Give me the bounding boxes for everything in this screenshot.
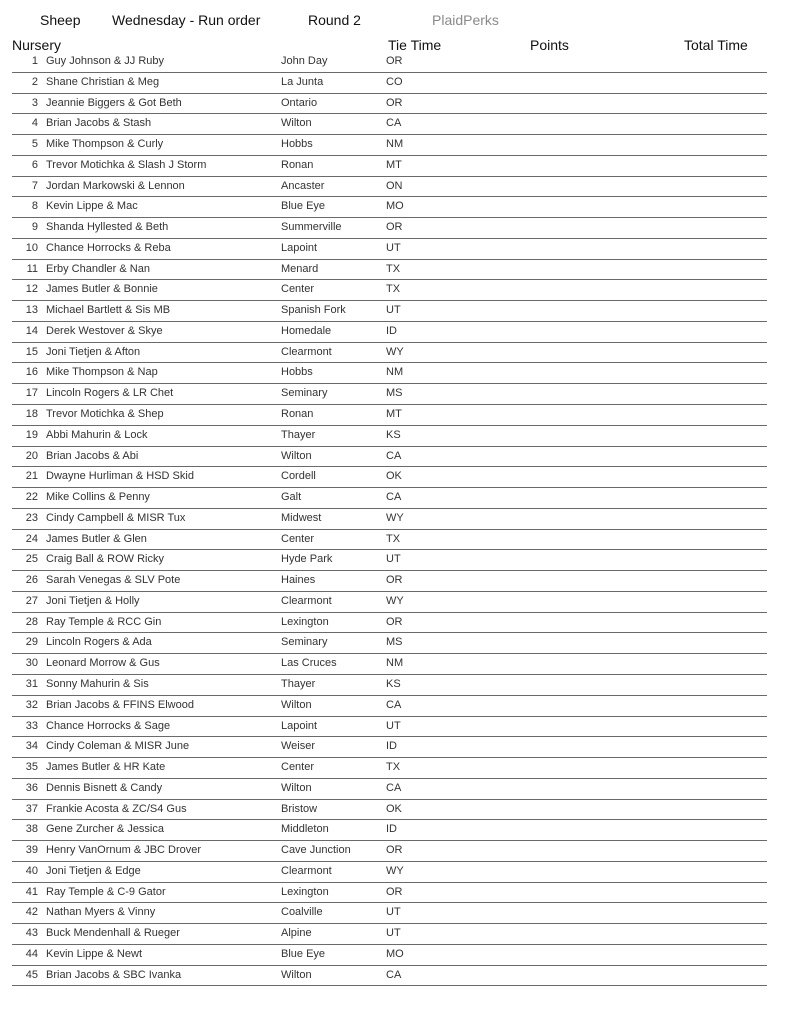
table-row <box>12 924 767 945</box>
state: OK <box>386 470 402 483</box>
handler-dog-name: Frankie Acosta & ZC/S4 Gus <box>46 802 187 815</box>
run-order-table <box>12 52 767 986</box>
city: Hobbs <box>281 366 313 379</box>
state: TX <box>386 532 401 545</box>
city: Center <box>281 532 315 545</box>
state: MO <box>386 947 404 960</box>
table-row <box>12 322 767 343</box>
city: John Day <box>281 55 328 67</box>
city: Thayer <box>281 677 316 690</box>
state: OK <box>386 802 402 815</box>
handler-dog-name: Trevor Motichka & Shep <box>46 408 164 421</box>
table-row <box>12 280 767 301</box>
city: Coalville <box>281 906 323 919</box>
table-row <box>12 571 767 592</box>
row-number: 8 <box>31 200 38 213</box>
table-row <box>12 73 767 94</box>
city: Ancaster <box>281 179 325 192</box>
row-number: 14 <box>25 324 38 337</box>
city: Wilton <box>281 117 312 130</box>
table-row <box>12 717 767 738</box>
table-row <box>12 862 767 883</box>
table-row <box>12 156 767 177</box>
city: Cave Junction <box>281 844 351 857</box>
table-row <box>12 135 767 156</box>
handler-dog-name: Leonard Morrow & Gus <box>46 657 160 670</box>
table-row <box>12 218 767 239</box>
state: WY <box>386 345 404 358</box>
row-number: 11 <box>26 262 38 275</box>
total-time-header: Total Time <box>684 37 748 53</box>
state: OR <box>386 844 403 857</box>
table-row <box>12 343 767 364</box>
handler-dog-name: Kevin Lippe & Newt <box>46 947 142 960</box>
city: Alpine <box>281 927 312 940</box>
state: CA <box>386 449 402 462</box>
row-number: 22 <box>25 491 38 504</box>
handler-dog-name: Dwayne Hurliman & HSD Skid <box>46 470 194 483</box>
row-number: 32 <box>25 698 38 711</box>
row-number: 20 <box>25 449 38 462</box>
city: Wilton <box>281 968 312 981</box>
table-row <box>12 758 767 779</box>
brand-label: PlaidPerks <box>432 12 499 28</box>
handler-dog-name: James Butler & Glen <box>46 532 147 545</box>
city: Lexington <box>281 885 329 898</box>
handler-dog-name: Henry VanOrnum & JBC Drover <box>46 844 202 857</box>
city: Center <box>281 283 315 296</box>
state: KS <box>386 428 401 441</box>
handler-dog-name: Shane Christian & Meg <box>46 75 160 88</box>
row-number: 28 <box>25 615 38 628</box>
city: Homedale <box>281 324 332 337</box>
row-number: 12 <box>25 283 38 296</box>
handler-dog-name: Gene Zurcher & Jessica <box>46 823 164 836</box>
state: TX <box>386 761 401 774</box>
row-number: 9 <box>31 221 38 234</box>
table-row <box>12 467 767 488</box>
handler-dog-name: James Butler & Bonnie <box>46 283 158 296</box>
city: Haines <box>281 574 316 587</box>
city: La Junta <box>281 75 324 88</box>
city: Spanish Fork <box>281 304 346 317</box>
city: Ontario <box>281 96 318 109</box>
row-number: 44 <box>25 947 38 960</box>
table-row <box>12 530 767 551</box>
state: CA <box>386 698 402 711</box>
row-number: 41 <box>25 885 38 898</box>
city: Wilton <box>281 449 312 462</box>
state: KS <box>386 677 401 690</box>
state: OR <box>386 96 403 109</box>
state: CO <box>386 75 403 88</box>
handler-dog-name: Sarah Venegas & SLV Pote <box>46 574 181 587</box>
city: Middleton <box>281 823 329 836</box>
row-number: 15 <box>25 345 38 358</box>
row-number: 29 <box>25 636 38 649</box>
state: MT <box>386 408 402 421</box>
row-number: 26 <box>25 574 38 587</box>
state: OR <box>386 55 403 67</box>
city: Clearmont <box>281 864 332 877</box>
state: OR <box>386 615 403 628</box>
row-number: 16 <box>25 366 38 379</box>
city: Wilton <box>281 698 312 711</box>
row-number: 30 <box>25 657 38 670</box>
handler-dog-name: Cindy Coleman & MISR June <box>46 740 190 753</box>
row-number: 7 <box>31 179 38 192</box>
table-row <box>12 592 767 613</box>
table-row <box>12 820 767 841</box>
state: MO <box>386 200 404 213</box>
handler-dog-name: Jeannie Biggers & Got Beth <box>46 96 182 109</box>
row-number: 24 <box>25 532 38 545</box>
class-header: Nursery <box>12 37 62 53</box>
row-number: 43 <box>25 927 38 940</box>
state: TX <box>386 262 401 275</box>
row-number: 34 <box>25 740 38 753</box>
state: CA <box>386 968 402 981</box>
table-row <box>12 384 767 405</box>
state: MS <box>386 636 403 649</box>
table-row <box>12 550 767 571</box>
row-number: 23 <box>25 511 38 524</box>
table-row <box>12 363 767 384</box>
row-number: 45 <box>25 968 38 981</box>
city: Hyde Park <box>281 553 333 566</box>
city: Thayer <box>281 428 316 441</box>
handler-dog-name: Guy Johnson & JJ Ruby <box>46 55 165 67</box>
city: Menard <box>281 262 319 275</box>
city: Blue Eye <box>281 200 326 213</box>
day-title: Wednesday - Run order <box>112 12 261 28</box>
state: ON <box>386 179 403 192</box>
city: Seminary <box>281 636 328 649</box>
handler-dog-name: Brian Jacobs & Abi <box>46 449 139 462</box>
state: OR <box>386 574 403 587</box>
handler-dog-name: Nathan Myers & Vinny <box>46 906 156 919</box>
handler-dog-name: Brian Jacobs & Stash <box>46 117 152 130</box>
handler-dog-name: Brian Jacobs & FFINS Elwood <box>46 698 194 711</box>
row-number: 21 <box>25 470 38 483</box>
points-header: Points <box>530 37 569 53</box>
table-row <box>12 301 767 322</box>
handler-dog-name: Shanda Hyllested & Beth <box>46 221 169 234</box>
city: Clearmont <box>281 594 332 607</box>
handler-dog-name: Abbi Mahurin & Lock <box>46 428 148 441</box>
handler-dog-name: Kevin Lippe & Mac <box>46 200 138 213</box>
handler-dog-name: Craig Ball & ROW Ricky <box>46 553 164 566</box>
row-number: 3 <box>31 96 38 109</box>
state: NM <box>386 366 404 379</box>
state: ID <box>386 740 397 753</box>
table-row <box>12 94 767 115</box>
state: CA <box>386 781 402 794</box>
state: UT <box>386 241 401 254</box>
row-number: 31 <box>25 677 38 690</box>
city: Galt <box>281 491 302 504</box>
state: UT <box>386 906 401 919</box>
city: Center <box>281 761 315 774</box>
state: MS <box>386 387 403 400</box>
handler-dog-name: Michael Bartlett & Sis MB <box>46 304 171 317</box>
state: WY <box>386 864 404 877</box>
round-label: Round 2 <box>308 12 361 28</box>
row-number: 1 <box>31 55 38 67</box>
row-number: 27 <box>25 594 38 607</box>
row-number: 5 <box>31 138 38 151</box>
table-row <box>12 779 767 800</box>
handler-dog-name: Joni Tietjen & Holly <box>46 594 140 607</box>
state: WY <box>386 594 404 607</box>
table-row <box>12 800 767 821</box>
city: Lexington <box>281 615 329 628</box>
city: Lapoint <box>281 241 318 254</box>
state: UT <box>386 553 401 566</box>
table-row <box>12 114 767 135</box>
row-number: 36 <box>25 781 38 794</box>
row-number: 38 <box>25 823 38 836</box>
city: Ronan <box>281 408 314 421</box>
handler-dog-name: Buck Mendenhall & Rueger <box>46 927 180 940</box>
handler-dog-name: Cindy Campbell & MISR Tux <box>46 511 186 524</box>
row-number: 2 <box>31 75 38 88</box>
row-number: 35 <box>25 761 38 774</box>
city: Cordell <box>281 470 316 483</box>
handler-dog-name: Sonny Mahurin & Sis <box>46 677 149 690</box>
handler-dog-name: Lincoln Rogers & LR Chet <box>46 387 174 400</box>
state: ID <box>386 324 397 337</box>
city: Bristow <box>281 802 318 815</box>
handler-dog-name: Mike Thompson & Curly <box>46 138 164 151</box>
city: Wilton <box>281 781 312 794</box>
handler-dog-name: Joni Tietjen & Afton <box>46 345 141 358</box>
table-row <box>12 177 767 198</box>
table-row <box>12 737 767 758</box>
city: Midwest <box>281 511 322 524</box>
handler-dog-name: Mike Thompson & Nap <box>46 366 158 379</box>
table-row <box>12 675 767 696</box>
handler-dog-name: Mike Collins & Penny <box>46 491 150 504</box>
row-number: 17 <box>25 387 38 400</box>
table-row <box>12 945 767 966</box>
row-number: 33 <box>25 719 38 732</box>
handler-dog-name: Ray Temple & RCC Gin <box>46 615 162 628</box>
table-row <box>12 633 767 654</box>
state: OR <box>386 221 403 234</box>
state: NM <box>386 657 404 670</box>
row-number: 19 <box>25 428 38 441</box>
state: UT <box>386 927 401 940</box>
tie-time-header: Tie Time <box>388 37 442 53</box>
table-row <box>12 260 767 281</box>
state: CA <box>386 491 402 504</box>
handler-dog-name: Derek Westover & Skye <box>46 324 163 337</box>
state: OR <box>386 885 403 898</box>
state: TX <box>386 283 401 296</box>
table-row <box>12 488 767 509</box>
row-number: 37 <box>25 802 38 815</box>
table-row <box>12 613 767 634</box>
table-row <box>12 239 767 260</box>
city: Seminary <box>281 387 328 400</box>
row-number: 10 <box>25 241 38 254</box>
handler-dog-name: James Butler & HR Kate <box>46 761 166 774</box>
city: Las Cruces <box>281 657 337 670</box>
table-row <box>12 197 767 218</box>
table-row <box>12 883 767 904</box>
table-row <box>12 841 767 862</box>
state: NM <box>386 138 404 151</box>
table-row <box>12 405 767 426</box>
city: Ronan <box>281 158 314 171</box>
row-number: 25 <box>25 553 38 566</box>
row-number: 6 <box>31 158 38 171</box>
category-label: Sheep <box>40 12 81 28</box>
table-row <box>12 966 767 987</box>
row-number: 40 <box>25 864 38 877</box>
table-row <box>12 52 767 73</box>
handler-dog-name: Lincoln Rogers & Ada <box>46 636 152 649</box>
table-row <box>12 509 767 530</box>
handler-dog-name: Jordan Markowski & Lennon <box>46 179 185 192</box>
row-number: 18 <box>25 408 38 421</box>
table-row <box>12 447 767 468</box>
city: Hobbs <box>281 138 313 151</box>
state: MT <box>386 158 402 171</box>
city: Clearmont <box>281 345 332 358</box>
state: WY <box>386 511 404 524</box>
row-number: 39 <box>25 844 38 857</box>
handler-dog-name: Chance Horrocks & Reba <box>46 241 171 254</box>
handler-dog-name: Joni Tietjen & Edge <box>46 864 141 877</box>
row-number: 4 <box>31 117 38 130</box>
table-row <box>12 696 767 717</box>
state: ID <box>386 823 397 836</box>
state: UT <box>386 719 401 732</box>
city: Weiser <box>281 740 316 753</box>
handler-dog-name: Trevor Motichka & Slash J Storm <box>46 158 207 171</box>
table-row <box>12 654 767 675</box>
city: Lapoint <box>281 719 318 732</box>
row-number: 42 <box>25 906 38 919</box>
state: UT <box>386 304 401 317</box>
table-row <box>12 903 767 924</box>
city: Summerville <box>281 221 342 234</box>
table-row <box>12 426 767 447</box>
handler-dog-name: Chance Horrocks & Sage <box>46 719 171 732</box>
row-number: 13 <box>25 304 38 317</box>
handler-dog-name: Brian Jacobs & SBC Ivanka <box>46 968 182 981</box>
handler-dog-name: Erby Chandler & Nan <box>46 262 150 275</box>
handler-dog-name: Ray Temple & C-9 Gator <box>46 885 166 898</box>
state: CA <box>386 117 402 130</box>
city: Blue Eye <box>281 947 326 960</box>
handler-dog-name: Dennis Bisnett & Candy <box>46 781 163 794</box>
